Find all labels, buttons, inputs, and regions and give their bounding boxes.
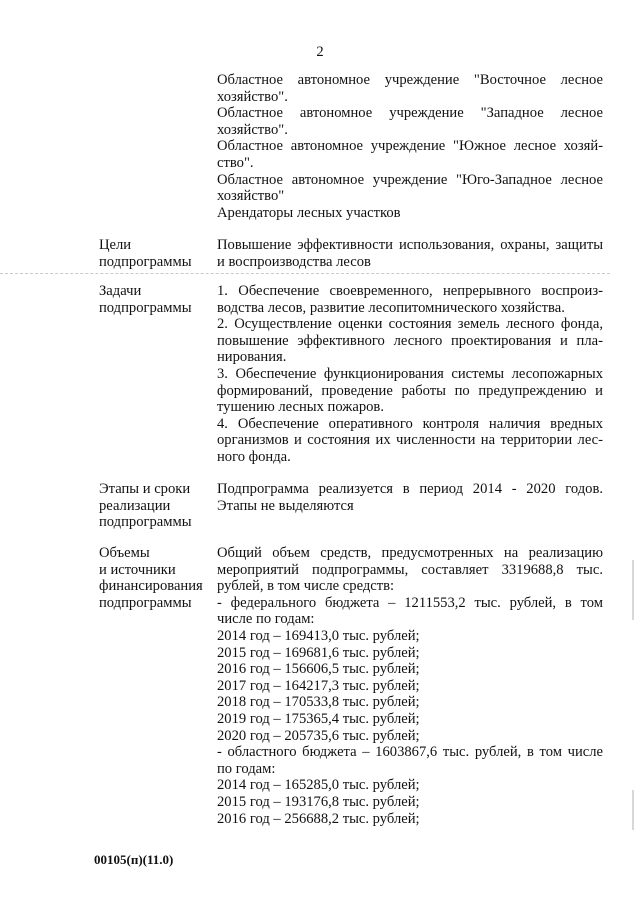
section-label-line: Цели [99, 237, 132, 253]
funding-line: 2016 год – 156606,5 тыс. рублей; [217, 661, 420, 678]
funding-line: - федерального бюджета – 1211553,2 тыс. рублей, в том [217, 594, 603, 611]
funding-line: 2015 год – 193176,8 тыс. рублей; [217, 793, 420, 810]
stages-content [217, 481, 603, 514]
section-label-line: Объемы [99, 545, 150, 561]
participant-line: Областное автономное учреждение "Восточное лесное [217, 72, 603, 88]
tasks-line: формирований, проведение работы по предупреждению и [217, 382, 603, 399]
tasks-line: повышение эффективного лесного проектирования и пла- [217, 332, 603, 349]
tasks-line: 2. Осуществление оценки состояния земель лесного фонда, [217, 316, 603, 333]
participant-line: хозяйство" [217, 188, 285, 205]
stages-line: Этапы не выделяются [217, 497, 354, 514]
scan-rule [0, 273, 610, 274]
funding-line: 2014 год – 169413,0 тыс. рублей; [217, 627, 420, 644]
funding-label [99, 545, 217, 611]
funding-line: мероприятий подпрограммы, составляет 3319688,8 тыс. [217, 561, 603, 578]
goals-line: Повышение эффективности использования, охраны, защиты [217, 237, 603, 253]
scan-edge-mark [632, 560, 634, 620]
tasks-line: 1. Обеспечение своевременного, непрерывного воспроиз- [217, 283, 603, 299]
funding-line: 2019 год – 175365,4 тыс. рублей; [217, 710, 420, 727]
tasks-line: организмов и состояния их численности на территории лес- [217, 432, 603, 449]
participant-line: Областное автономное учреждение "Южное лесное хозяй- [217, 138, 603, 155]
funding-line: Общий объем средств, предусмотренных на реализацию [217, 545, 603, 561]
tasks-line: 4. Обеспечение оперативного контроля наличия вредных [217, 415, 603, 432]
participant-line: хозяйство". [217, 121, 288, 138]
document-code: 00105(п)(11.0) [94, 852, 174, 867]
tasks-line: водства лесов, развитие лесопитомнического хозяйства. [217, 299, 565, 316]
funding-line: 2018 год – 170533,8 тыс. рублей; [217, 694, 420, 711]
page-number: 2 [316, 44, 324, 60]
goals-line: и воспроизводства лесов [217, 253, 371, 270]
participant-line: ство". [217, 154, 254, 171]
participant-line: Арендаторы лесных участков [217, 204, 401, 221]
section-label-line: финансирования [99, 578, 203, 595]
funding-line: 2016 год – 256688,2 тыс. рублей; [217, 810, 420, 827]
funding-line: 2015 год – 169681,6 тыс. рублей; [217, 644, 420, 661]
tasks-content [217, 283, 603, 466]
section-label-line: Задачи [99, 283, 142, 299]
funding-line: 2020 год – 205735,6 тыс. рублей; [217, 727, 420, 744]
tasks-line: ного фонда. [217, 448, 291, 465]
goals-label [99, 237, 217, 270]
funding-line: 2014 год – 165285,0 тыс. рублей; [217, 777, 420, 794]
participant-line: Областное автономное учреждение "Западное лесное [217, 105, 603, 122]
section-label-line: подпрограммы [99, 514, 192, 531]
scan-edge-mark [632, 790, 634, 830]
section-label-line: и источники [99, 561, 176, 578]
funding-content [217, 545, 603, 827]
section-label-line: подпрограммы [99, 594, 192, 611]
participant-line: хозяйство". [217, 88, 288, 105]
tasks-line: 3. Обеспечение функционирования системы лесопожарных [217, 365, 603, 382]
funding-line: - областного бюджета – 1603867,6 тыс. рублей, в том числе [217, 744, 603, 761]
funding-line: рублей, в том числе средств: [217, 578, 395, 595]
tasks-label [99, 283, 217, 316]
section-label-line: подпрограммы [99, 253, 192, 270]
funding-line: числе по годам: [217, 611, 315, 628]
section-label-line: реализации [99, 497, 171, 514]
participants-content [217, 72, 603, 221]
goals-content [217, 237, 603, 270]
tasks-line: нирования. [217, 349, 287, 366]
funding-line: по годам: [217, 760, 276, 777]
tasks-line: тушению лесных пожаров. [217, 399, 384, 416]
stages-line: Подпрограмма реализуется в период 2014 - 2020 годов. [217, 481, 603, 497]
participant-line: Областное автономное учреждение "Юго-Западное лесное [217, 171, 603, 188]
section-label-line: Этапы и сроки [99, 481, 191, 497]
stages-label [99, 481, 217, 531]
section-label-line: подпрограммы [99, 299, 192, 316]
funding-line: 2017 год – 164217,3 тыс. рублей; [217, 677, 420, 694]
